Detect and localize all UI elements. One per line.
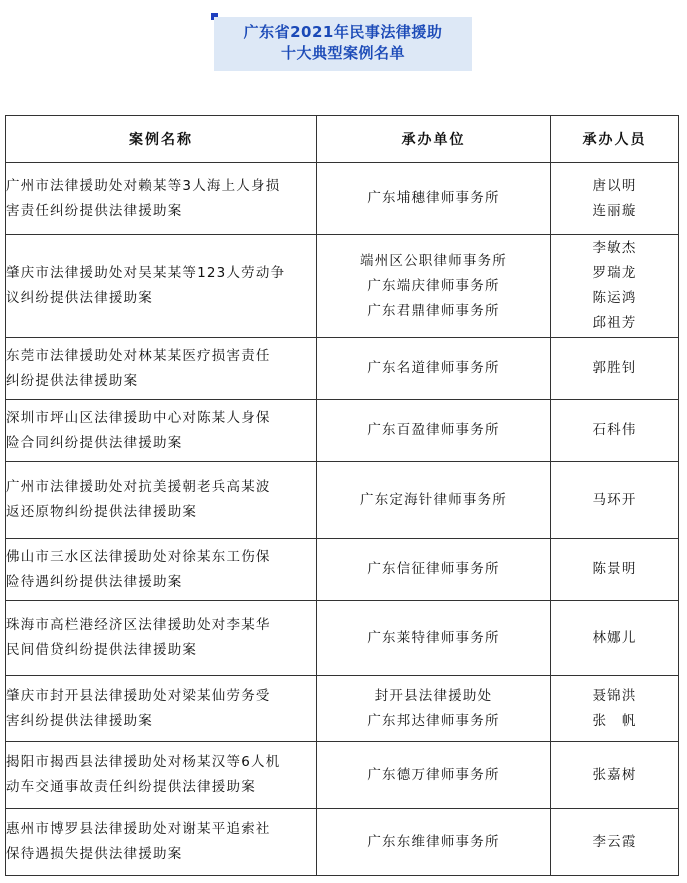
case-table bbox=[5, 115, 679, 876]
case-name-cell bbox=[6, 601, 317, 676]
table-row bbox=[6, 742, 679, 809]
unit-line: 封开县法律援助处 bbox=[374, 687, 493, 704]
case-name-line: 民间借贷纠纷提供法律援助案 bbox=[6, 642, 198, 658]
person-line: 连丽璇 bbox=[592, 202, 637, 219]
case-name-line: 返还原物纠纷提供法律援助案 bbox=[6, 504, 198, 520]
case-name-cell bbox=[6, 676, 317, 742]
unit-cell bbox=[317, 338, 551, 400]
person-line: 郭胜钊 bbox=[592, 360, 637, 376]
unit-cell bbox=[317, 676, 551, 742]
table-header-row bbox=[6, 116, 679, 163]
person-cell bbox=[551, 163, 679, 235]
person-line: 马环开 bbox=[592, 491, 637, 508]
unit-line: 端州区公职律师事务所 bbox=[360, 252, 507, 269]
unit-line: 广东德万律师事务所 bbox=[367, 766, 500, 783]
unit-line: 广东邦达律师事务所 bbox=[367, 712, 500, 729]
unit-line: 广东君鼎律师事务所 bbox=[367, 302, 500, 319]
case-name-line: 险合同纠纷提供法律援助案 bbox=[6, 434, 183, 451]
person-line: 李敏杰 bbox=[592, 240, 637, 256]
case-name-line: 险待遇纠纷提供法律援助案 bbox=[6, 573, 183, 590]
case-name-line: 害纠纷提供法律援助案 bbox=[6, 712, 153, 729]
unit-cell bbox=[317, 400, 551, 462]
unit-cell bbox=[317, 163, 551, 235]
unit-line: 广东信征律师事务所 bbox=[367, 561, 500, 577]
case-name-line: 东莞市法律援助处对林某某医疗损害责任 bbox=[6, 347, 271, 364]
case-name-line: 广州市法律援助处对赖某等3人海上人身损 bbox=[6, 177, 281, 194]
title-line-2: 十大典型案例名单 bbox=[280, 44, 405, 62]
case-name-line: 珠海市高栏港经济区法律援助处对李某华 bbox=[6, 617, 271, 633]
table-row bbox=[6, 400, 679, 462]
case-name-cell bbox=[6, 809, 317, 876]
unit-cell bbox=[317, 462, 551, 539]
case-name-line: 惠州市博罗县法律援助处对谢某平追索社 bbox=[6, 821, 271, 837]
unit-line: 广东埔穗律师事务所 bbox=[367, 190, 500, 206]
case-name-line: 揭阳市揭西县法律援助处对杨某汉等6人机 bbox=[6, 754, 281, 770]
table-row bbox=[6, 235, 679, 338]
table-row bbox=[6, 601, 679, 676]
case-name-cell bbox=[6, 163, 317, 235]
table-row bbox=[6, 539, 679, 601]
person-line: 唐以明 bbox=[592, 177, 637, 194]
person-line: 聂锦洪 bbox=[592, 687, 637, 704]
case-name-cell bbox=[6, 400, 317, 462]
person-cell bbox=[551, 235, 679, 338]
person-cell bbox=[551, 601, 679, 676]
person-line: 陈景明 bbox=[592, 561, 637, 577]
case-name-cell bbox=[6, 338, 317, 400]
case-name-cell bbox=[6, 742, 317, 809]
case-name-line: 动车交通事故责任纠纷提供法律援助案 bbox=[6, 779, 256, 795]
unit-line: 广东百盈律师事务所 bbox=[367, 422, 500, 438]
person-cell bbox=[551, 338, 679, 400]
person-cell bbox=[551, 400, 679, 462]
case-name-line: 议纠纷提供法律援助案 bbox=[6, 290, 153, 306]
table-row bbox=[6, 338, 679, 400]
unit-line: 广东定海针律师事务所 bbox=[360, 491, 507, 508]
unit-cell bbox=[317, 809, 551, 876]
unit-cell bbox=[317, 601, 551, 676]
table-row bbox=[6, 163, 679, 235]
table-row bbox=[6, 676, 679, 742]
table-row bbox=[6, 462, 679, 539]
person-cell bbox=[551, 462, 679, 539]
person-cell bbox=[551, 676, 679, 742]
case-name-line: 肇庆市法律援助处对吴某某等123人劳动争 bbox=[6, 265, 286, 281]
header-case-name: 案例名称 bbox=[6, 116, 317, 163]
table-row bbox=[6, 809, 679, 876]
person-cell bbox=[551, 809, 679, 876]
unit-line: 广东名道律师事务所 bbox=[367, 360, 500, 376]
case-name-line: 广州市法律援助处对抗美援朝老兵高某波 bbox=[6, 479, 271, 495]
person-line: 陈运鸿 bbox=[592, 290, 637, 306]
unit-cell bbox=[317, 235, 551, 338]
title-line-1: 广东省2021年民事法律援助 bbox=[243, 23, 443, 41]
header-persons: 承办人员 bbox=[551, 116, 679, 163]
case-name-line: 佛山市三水区法律援助处对徐某东工伤保 bbox=[6, 548, 271, 565]
person-line: 张嘉树 bbox=[592, 766, 637, 783]
person-line: 邱祖芳 bbox=[592, 315, 637, 331]
case-name-line: 肇庆市封开县法律援助处对梁某仙劳务受 bbox=[6, 687, 271, 704]
person-line: 林娜儿 bbox=[592, 629, 637, 646]
person-line: 李云霞 bbox=[592, 833, 637, 850]
person-cell bbox=[551, 539, 679, 601]
person-cell bbox=[551, 742, 679, 809]
case-name-line: 纠纷提供法律援助案 bbox=[6, 372, 139, 389]
case-name-cell bbox=[6, 539, 317, 601]
person-line: 罗瑞龙 bbox=[592, 265, 637, 281]
case-name-line: 保待遇损失提供法律援助案 bbox=[6, 846, 183, 862]
unit-line: 广东莱特律师事务所 bbox=[367, 629, 500, 646]
person-line: 石科伟 bbox=[592, 422, 637, 438]
case-name-cell bbox=[6, 462, 317, 539]
person-line: 张 帆 bbox=[592, 712, 637, 729]
case-name-line: 害责任纠纷提供法律援助案 bbox=[6, 202, 183, 219]
unit-line: 广东东维律师事务所 bbox=[367, 833, 500, 850]
case-name-cell bbox=[6, 235, 317, 338]
page-title bbox=[214, 17, 472, 71]
case-name-line: 深圳市坪山区法律援助中心对陈某人身保 bbox=[6, 409, 271, 426]
header-unit: 承办单位 bbox=[317, 116, 551, 163]
unit-cell bbox=[317, 742, 551, 809]
unit-line: 广东端庆律师事务所 bbox=[367, 277, 500, 294]
unit-cell bbox=[317, 539, 551, 601]
